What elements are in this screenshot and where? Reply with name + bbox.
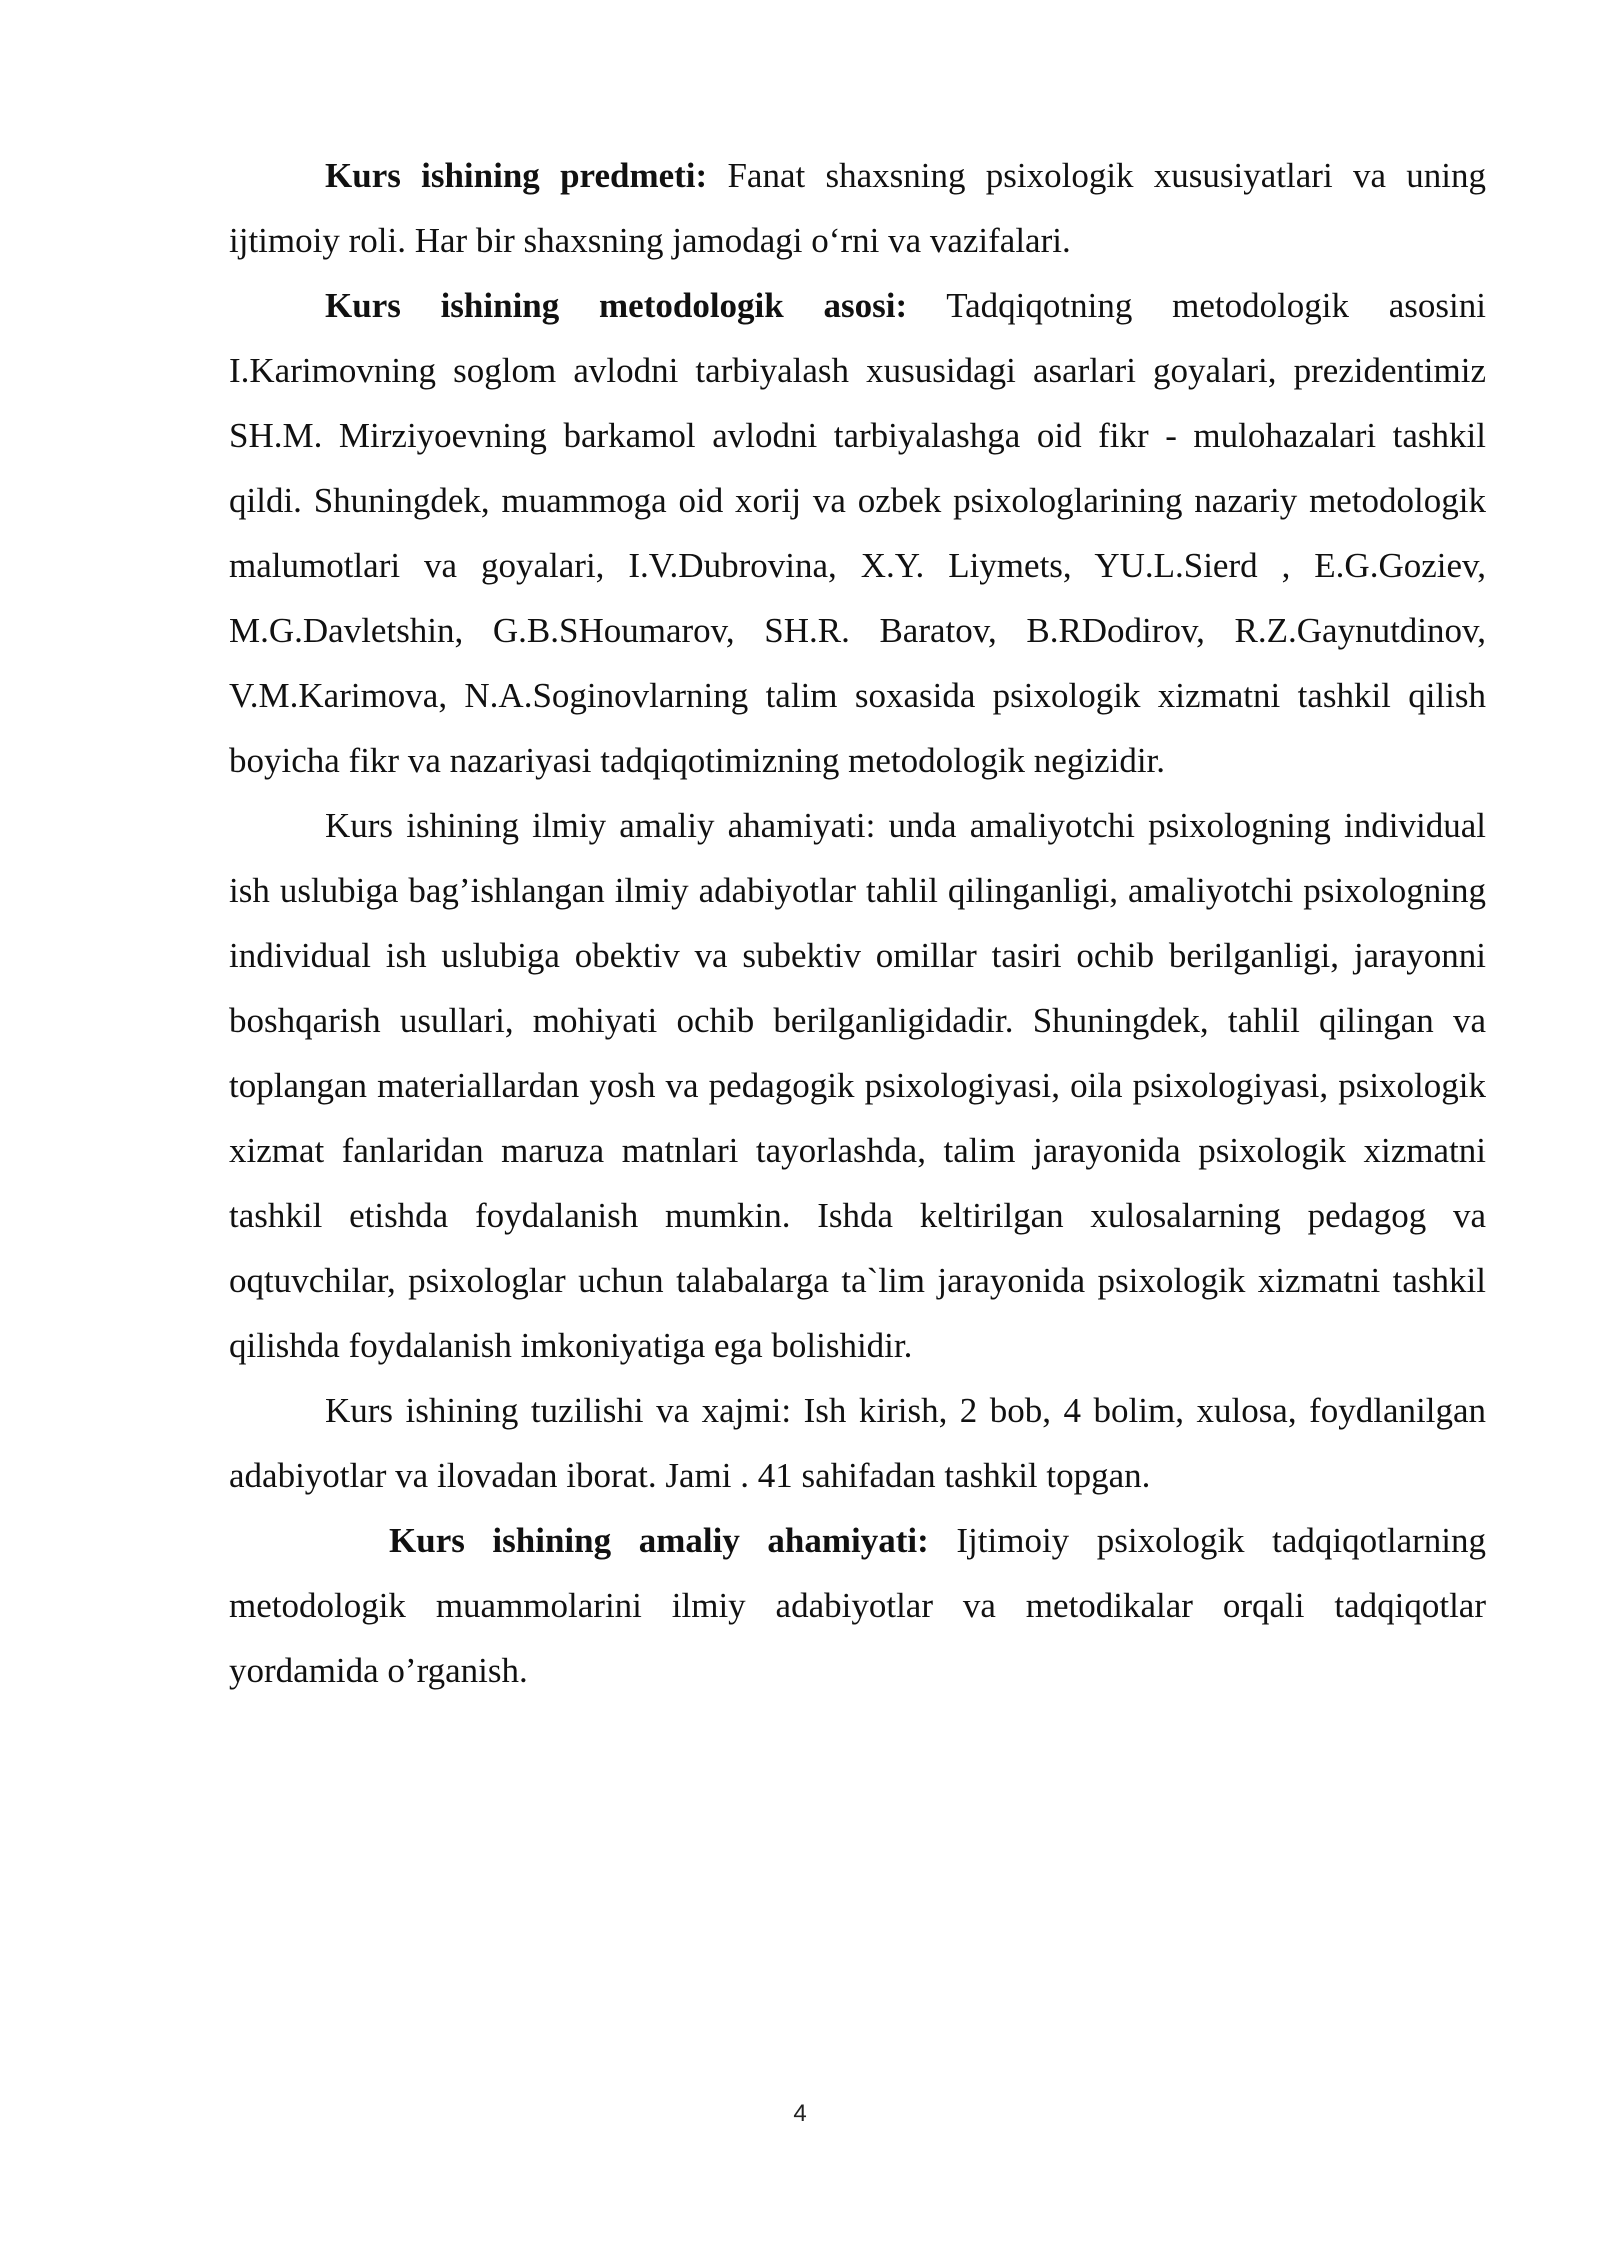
paragraph-subject-text: Fanat shaxsning psixologik xususiyatlari va uning ijtimoiy roli. Har bir shaxsning jamodagi o‘rni va vazifalari. <box>229 156 1486 260</box>
paragraph-practical-significance-heading: Kurs ishining amaliy ahamiyati: <box>389 1521 929 1560</box>
paragraph-methodology-heading: Kurs ishining metodologik asosi: <box>325 286 908 325</box>
paragraph-methodology-text: Tadqiqotning metodologik asosini I.Karimovning soglom avlodni tarbiyalash xususidagi asarlari goyalari, prezidentimiz SH.M. Mirziyoevning barkamol avlodni tarbiyalashga oid fikr - mulohazalari tashkil qildi. Shuningdek, muammoga oid xorij va ozbek psixologlarining nazariy metodologik malumotlari va goyalari, I.V.Dubrovina, X.Y. Liymets, YU.L.Sierd , E.G.Goziev, M.G.Davletshin, G.B.SHoumarov, SH.R. Baratov, B.RDodirov, R.Z.Gaynutdinov, V.M.Karimova, N.A.Soginovlarning talim soxasida psixologik xizmatni tashkil qilish boyicha fikr va nazariyasi tadqiqotimizning metodologik negizidir. <box>229 286 1486 780</box>
document-body <box>229 143 1486 1703</box>
paragraph-scientific-significance <box>229 793 1486 1378</box>
paragraph-practical-significance-text: Ijtimoiy psixologik tadqiqotlarning metodologik muammolarini ilmiy adabiyotlar va metodikalar orqali tadqiqotlar yordamida o’rganish. <box>229 1521 1486 1690</box>
paragraph-subject <box>229 143 1486 273</box>
paragraph-scientific-significance-text: Kurs ishining ilmiy amaliy ahamiyati: unda amaliyotchi psixologning individual ish uslubiga bag’ishlangan ilmiy adabiyotlar tahlil qilinganligi, amaliyotchi psixologning individual ish uslubiga obektiv va subektiv omillar tasiri ochib berilganligi, jarayonni boshqarish usullari, mohiyati ochib berilganligidadir. Shuningdek, tahlil qilingan va toplangan materiallardan yosh va pedagogik psixologiyasi, oila psixologiyasi, psixologik xizmat fanlaridan maruza matnlari tayorlashda, talim jarayonida psixologik xizmatni tashkil etishda foydalanish mumkin. Ishda keltirilgan xulosalarning pedagog va oqtuvchilar, psixologlar uchun talabalarga ta`lim jarayonida psixologik xizmatni tashkil qilishda foydalanish imkoniyatiga ega bolishidir. <box>229 806 1486 1365</box>
paragraph-structure-text: Kurs ishining tuzilishi va xajmi: Ish kirish, 2 bob, 4 bolim, xulosa, foydlanilgan adabiyotlar va ilovadan iborat. Jami . 41 sahifadan tashkil topgan. <box>229 1391 1486 1495</box>
paragraph-structure <box>229 1378 1486 1508</box>
page-number: 4 <box>793 2100 807 2127</box>
paragraph-practical-significance <box>229 1508 1486 1703</box>
paragraph-subject-heading: Kurs ishining predmeti: <box>325 156 708 195</box>
paragraph-methodology <box>229 273 1486 793</box>
